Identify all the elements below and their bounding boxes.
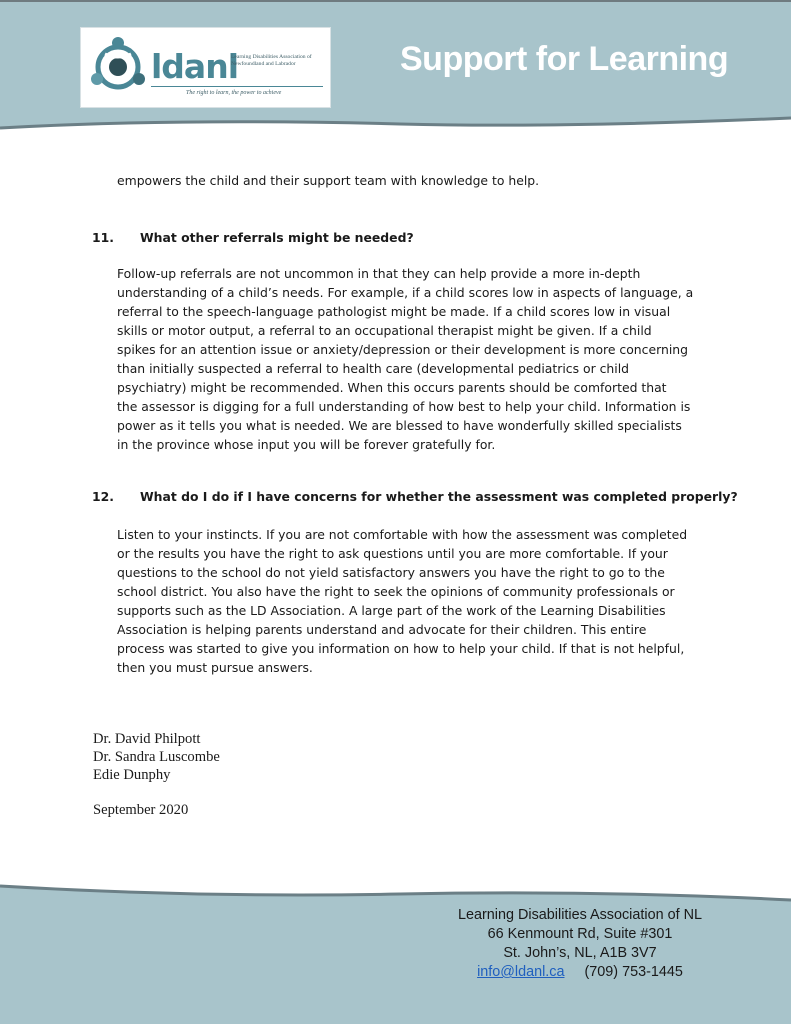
answer-line: spikes for an attention issue or anxiety/depression or their development is more concerning xyxy=(117,342,688,357)
answer-line: questions to the school do not yield satisfactory answers you have the right to go to the xyxy=(117,565,665,580)
document-date: September 2020 xyxy=(93,802,189,818)
phone-number: (709) 753-1445 xyxy=(584,964,683,980)
answer-line: Listen to your instincts. If you are not comfortable with how the assessment was completed xyxy=(117,527,688,542)
answer-line: power as it tells you what is needed. We are blessed to have wonderfully skilled specialists xyxy=(117,418,682,433)
question-12-number: 12. xyxy=(92,489,114,504)
ldanl-logo xyxy=(80,27,331,108)
footer-contact-line xyxy=(410,963,750,982)
question-11-title: What other referrals might be needed? xyxy=(140,230,414,245)
logo-figures-icon xyxy=(87,34,149,100)
logo-wordmark: ldanl xyxy=(151,47,239,86)
page-footer xyxy=(0,880,791,1024)
answer-line: referral to the speech-language pathologist might be made. If a child scores low in visual xyxy=(117,304,671,319)
footer-org-name: Learning Disabilities Association of NL xyxy=(458,907,702,923)
answer-line: understanding of a child’s needs. For example, if a child scores low in aspects of language, a xyxy=(117,285,694,300)
question-11-number: 11. xyxy=(92,230,114,245)
logo-org-name: Learning Disabilities Association of Newfoundland and Labrador xyxy=(231,54,312,67)
answer-line: or the results you have the right to ask questions until you are more comfortable. If your xyxy=(117,546,668,561)
answer-line: school district. You also have the right to seek the opinions of community professionals or xyxy=(117,584,675,599)
footer-address-line-2: St. John’s, NL, A1B 3V7 xyxy=(503,945,657,961)
email-link[interactable]: info@ldanl.ca xyxy=(477,964,565,980)
answer-line: then you must pursue answers. xyxy=(117,660,313,675)
answer-line: skills or motor output, a referral to an occupational therapist might be given. If a child xyxy=(117,323,652,338)
page-header xyxy=(0,0,791,135)
question-12-title: What do I do if I have concerns for whether the assessment was completed properly? xyxy=(140,489,738,504)
contact-separator xyxy=(569,964,581,980)
answer-line: Association is helping parents understand and advocate for their children. This entire xyxy=(117,622,647,637)
author-name: Dr. Sandra Luscombe xyxy=(93,749,220,765)
author-name: Edie Dunphy xyxy=(93,767,171,783)
answer-line: process was started to give you information on how to help your child. If that is not helpful, xyxy=(117,641,685,656)
answer-line: supports such as the LD Association. A large part of the work of the Learning Disabilities xyxy=(117,603,666,618)
contact-block xyxy=(410,906,750,982)
logo-tagline: The right to learn, the power to achieve xyxy=(186,90,282,96)
continuation-paragraph: empowers the child and their support team with knowledge to help. xyxy=(117,173,540,188)
answer-line: the assessor is digging for a full understanding of how best to help your child. Information is xyxy=(117,399,691,414)
footer-address-line-1: 66 Kenmount Rd, Suite #301 xyxy=(487,926,673,942)
author-name: Dr. David Philpott xyxy=(93,731,201,747)
page-title: Support for Learning xyxy=(400,40,729,78)
answer-line: psychiatry) might be recommended. When this occurs parents should be comforted that xyxy=(117,380,667,395)
logo-rule xyxy=(151,86,323,87)
answer-line: than initially suspected a referral to health care (developmental pediatrics or child xyxy=(117,361,630,376)
answer-line: Follow-up referrals are not uncommon in that they can help provide a more in-depth xyxy=(117,266,641,281)
answer-line: in the province whose input you will be forever gratefully for. xyxy=(117,437,496,452)
